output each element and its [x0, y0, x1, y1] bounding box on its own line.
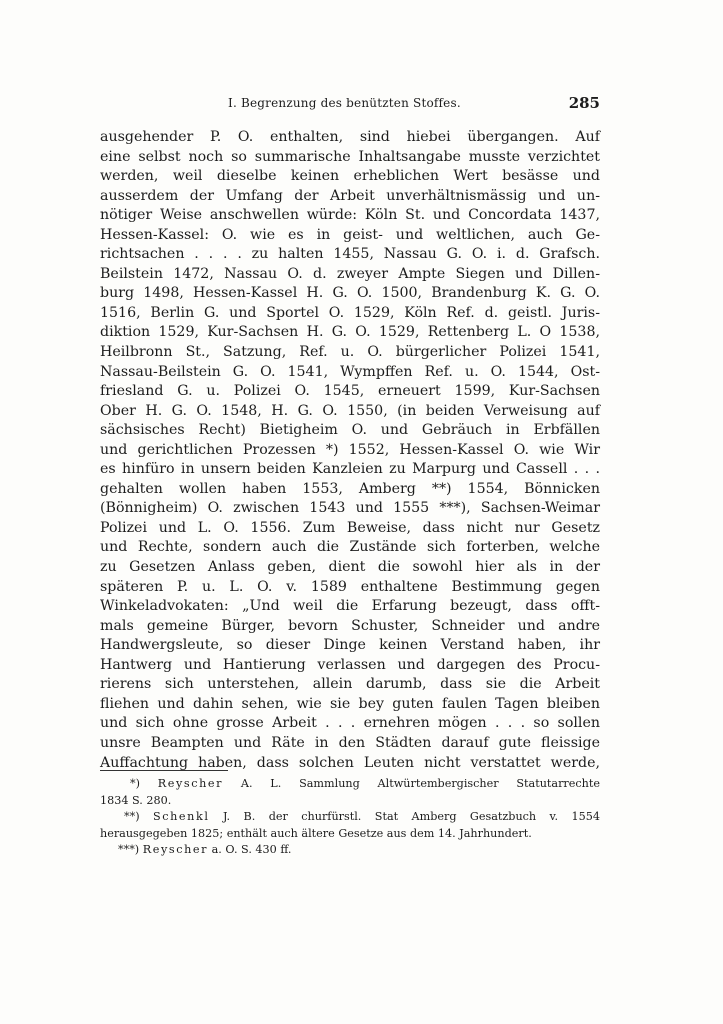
text-line: es hinfüro in unsern beiden Kanzleien zu Marpurg und Cassell . . .: [100, 461, 600, 478]
text-line: eine selbst noch so summarische Inhaltsangabe musste verzichtet: [100, 148, 600, 165]
footnote-author: Reyscher: [142, 843, 209, 856]
text-line: (Bönnigheim) O. zwischen 1543 und 1555 ***), Sachsen-Weimar: [100, 500, 600, 517]
footnote-text: A. L. Sammlung Altwürtembergischer Statutarrechte: [240, 777, 600, 790]
text-line: und Rechte, sondern auch die Zustände sich forterben, welche: [100, 539, 600, 556]
text-line: und sich ohne grosse Arbeit . . . ernehren mögen . . . so sollen: [100, 715, 600, 732]
footnote-line: [100, 842, 600, 859]
footnote-text: a. O. S. 430 ff.: [211, 843, 292, 856]
text-line: richtsachen . . . . zu halten 1455, Nassau G. O. i. d. Grafsch.: [100, 246, 600, 263]
text-line: ausgehender P. O. enthalten, sind hiebei übergangen. Auf: [100, 129, 600, 145]
text-line: mals gemeine Bürger, bevorn Schuster, Schneider und andre: [100, 617, 600, 634]
footnote-author: Schenkl: [152, 810, 210, 823]
text-line: burg 1498, Hessen-Kassel H. G. O. 1500, Brandenburg K. G. O.: [100, 285, 600, 302]
text-line: rierens sich unterstehen, allein darumb, dass sie die Arbeit: [100, 676, 600, 693]
text-line: Hantwerg und Hantierung verlassen und dargegen des Procu-: [100, 656, 600, 673]
text-line: Ober H. G. O. 1548, H. G. O. 1550, (in beiden Verweisung auf: [100, 402, 600, 419]
text-line: späteren P. u. L. O. v. 1589 enthaltene Bestimmung gegen: [100, 578, 600, 595]
text-line: Beilstein 1472, Nassau O. d. zweyer Ampte Siegen und Dillen-: [100, 265, 600, 282]
text-line: werden, weil dieselbe keinen erheblichen Wert besässe und: [100, 168, 600, 185]
text-line: unsre Beampten und Räte in den Städten darauf gute fleissige: [100, 734, 600, 751]
text-line: Heilbronn St., Satzung, Ref. u. O. bürgerlicher Polizei 1541,: [100, 344, 600, 361]
text-line: Auffachtung haben, dass solchen Leuten nicht verstattet werde,: [100, 754, 600, 771]
footnote-line: [100, 776, 600, 793]
footnote-line: 1834 S. 280.: [100, 793, 172, 807]
footnote-marker: ***): [118, 843, 140, 856]
text-line: und gerichtlichen Prozessen *) 1552, Hessen-Kassel O. wie Wir: [100, 441, 600, 458]
body-text: [100, 128, 600, 773]
page-header: [100, 96, 600, 118]
text-line: Winkeladvokaten: „Und weil die Erfarung bezeugt, dass offt-: [100, 598, 600, 615]
running-title: I. Begrenzung des benützten Stoffes.: [228, 96, 461, 110]
footnote-line: [100, 809, 600, 826]
text-line: sächsisches Recht) Bietigheim O. und Gebräuch in Erbfällen: [100, 422, 600, 439]
text-line: fliehen und dahin sehen, wie sie bey guten faulen Tagen bleiben: [100, 695, 600, 712]
text-line: gehalten wollen haben 1553, Amberg **) 1554, Bönnicken: [100, 480, 600, 497]
footnote-author: Reyscher: [157, 777, 224, 790]
footnote-marker: **): [124, 810, 140, 823]
footnote-text: J. B. der churfürstl. Stat Amberg Gesatzbuch v. 1554: [222, 810, 600, 823]
text-line: Hessen-Kassel: O. wie es in geist- und weltlichen, auch Ge-: [100, 226, 600, 243]
text-line: 1516, Berlin G. und Sportel O. 1529, Köln Ref. d. geistl. Juris-: [100, 304, 600, 321]
footnote-divider: [100, 770, 228, 771]
text-line: nötiger Weise anschwellen würde: Köln St. und Concordata 1437,: [100, 207, 600, 224]
page-number: 285: [568, 94, 600, 112]
text-line: ausserdem der Umfang der Arbeit unverhältnismässig und un-: [100, 187, 600, 204]
footnotes: [100, 776, 600, 859]
text-line: friesland G. u. Polizei O. 1545, erneuert 1599, Kur-Sachsen: [100, 383, 600, 400]
text-line: Nassau-Beilstein G. O. 1541, Wympffen Ref. u. O. 1544, Ost-: [100, 363, 600, 380]
text-line: zu Gesetzen Anlass geben, dient die sowohl hier als in der: [100, 559, 600, 576]
text-line: Handwergsleute, so dieser Dinge keinen Verstand haben, ihr: [100, 637, 600, 654]
footnote-marker: *): [130, 777, 140, 790]
footnote-line: herausgegeben 1825; enthält auch ältere Gesetze aus dem 14. Jahrhundert.: [100, 826, 532, 840]
text-line: diktion 1529, Kur-Sachsen H. G. O. 1529, Rettenberg L. O 1538,: [100, 324, 600, 341]
text-line: Polizei und L. O. 1556. Zum Beweise, dass nicht nur Gesetz: [100, 519, 600, 536]
